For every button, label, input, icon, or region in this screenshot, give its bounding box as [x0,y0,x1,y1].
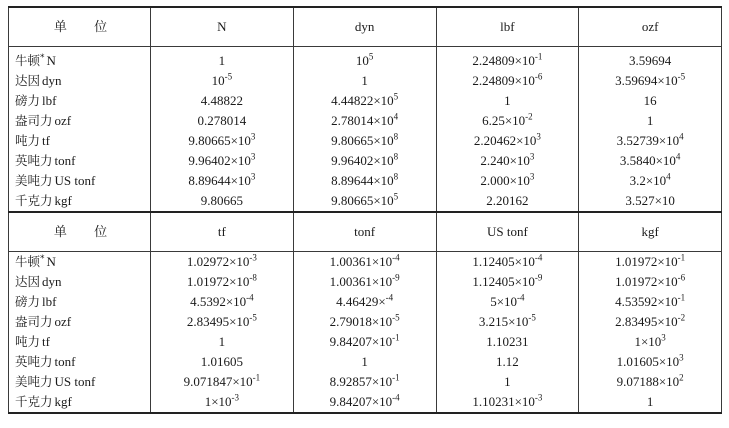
exponent: -1 [677,252,686,263]
exponent: -5 [249,312,257,323]
exponent: -4 [246,292,254,303]
exponent: 8 [393,151,399,162]
unit-name-chinese: 牛顿* [15,253,45,269]
table-cell: $1.00361\times 10^{-9}$ [293,272,436,292]
table-cell: $4.53592\times 10^{-1}$ [579,292,722,312]
unit-name-chinese: 美吨力 [15,173,53,188]
exponent: -9 [534,272,543,283]
exponent: -1 [392,332,400,343]
exponent: -1 [677,292,686,303]
table-cell: $2.78014\times 10^4$ [293,111,436,131]
unit-name-chinese: 英吨力 [15,153,53,168]
exponent: -2 [525,111,533,122]
exponent: -4 [392,252,400,263]
table-cell: $9.80665\times 10^5$ [293,191,436,212]
table-cell: $4.5392\times 10^{-4}$ [151,292,294,312]
unit-symbol: ozf [54,314,72,329]
unit-name-chinese: 达因 [15,274,41,289]
exponent: 3 [536,131,541,142]
table-cell: 4.46429×$^{-4}$ [293,292,436,312]
table-row [9,47,722,72]
exponent: -3 [231,392,240,403]
table-cell: 1.12 [436,352,579,372]
footnote-mark: * [40,52,45,63]
unit-symbol: tf [42,133,50,148]
row-unit-name [9,312,151,332]
unit-name-chinese: 千克力 [15,394,53,409]
table-row [9,71,722,91]
table-row [9,151,722,171]
row-unit-name [9,151,151,171]
table-row [9,352,722,372]
exponent: 5 [393,191,399,202]
exponent: 4 [675,151,681,162]
table-cell: $10^5$ [293,47,436,72]
table-cell: $1.12405\times 10^{-9}$ [436,272,579,292]
exponent: 8 [393,131,399,142]
exponent: 3 [250,131,256,142]
row-unit-name [9,111,151,131]
unit-name-chinese: 盎司力 [15,314,53,329]
exponent: 3 [250,151,256,162]
footnote-mark: * [40,253,45,264]
table-cell: 3.59694 [579,47,722,72]
table-cell: $2.000\times 10^3$ [436,171,579,191]
exponent: 4 [666,171,671,182]
row-unit-name [9,292,151,312]
unit-column-header: 单 位 [9,7,151,47]
unit-name-chinese: 磅力 [15,294,41,309]
table-cell: $9.80665\times 10^3$ [151,131,294,151]
table-cell: 9.80665 [151,191,294,212]
unit-name-chinese: 吨力 [15,334,41,349]
unit-name-chinese: 达因 [15,73,41,88]
column-header: tf [151,212,294,252]
table-cell: $6.25\times 10^{-2}$ [436,111,579,131]
row-unit-name [9,191,151,212]
table-cell: $9.84207\times 10^{-4}$ [293,392,436,413]
exponent: -1 [534,51,543,62]
table-row [9,272,722,292]
exponent: 4 [679,131,684,142]
unit-symbol: US tonf [54,173,96,188]
exponent: -4 [385,292,394,303]
table-cell: $2.79018\times 10^{-5}$ [293,312,436,332]
unit-name-chinese: 英吨力 [15,354,53,369]
unit-symbol: tonf [54,354,76,369]
unit-symbol: lbf [42,93,57,108]
unit-symbol: dyn [42,274,62,289]
exponent: -4 [517,292,525,303]
table-cell: 1.10231 [436,332,579,352]
table-cell: $9.071847\times 10^{-1}$ [151,372,294,392]
table-cell: $8.89644\times 10^3$ [151,171,294,191]
table-cell: $2.83495\times 10^{-2}$ [579,312,722,332]
unit-name-chinese: 盎司力 [15,113,53,128]
table-cell: $10^{-5}$ [151,71,294,91]
table-cell: $1.01972\times 10^{-1}$ [579,252,722,273]
table-cell: 1.01605 [151,352,294,372]
table-row [9,131,722,151]
table-cell: 1 [579,111,722,131]
table-cell: $9.80665\times 10^8$ [293,131,436,151]
table-cell: $9.96402\times 10^3$ [151,151,294,171]
unit-name-chinese: 磅力 [15,93,41,108]
row-unit-name [9,332,151,352]
table-cell: $3.2\times 10^4$ [579,171,722,191]
exponent: -6 [534,71,543,82]
row-unit-name [9,47,151,72]
table-row [9,111,722,131]
table-cell: $1.00361\times 10^{-4}$ [293,252,436,273]
exponent: -4 [392,392,400,403]
exponent: -9 [392,272,400,283]
header-row [9,7,722,47]
column-header: tonf [293,212,436,252]
unit-name-chinese: 美吨力 [15,374,53,389]
table-cell: $1.12405\times 10^{-4}$ [436,252,579,273]
unit-name-chinese: 牛顿* [15,52,45,68]
table-cell: $3.215\times 10^{-5}$ [436,312,579,332]
table-cell: 4.48822 [151,91,294,111]
table-cell: $5\times 10^{-4}$ [436,292,579,312]
row-unit-name [9,272,151,292]
table-cell: $4.44822\times 10^5$ [293,91,436,111]
unit-symbol: ozf [54,113,72,128]
exponent: 5 [393,91,399,102]
table-cell: $1\times 10^3$ [579,332,722,352]
table-cell: $1.10231\times 10^{-3}$ [436,392,579,413]
exponent: 8 [393,171,399,182]
unit-symbol: N [46,254,56,269]
exponent: 3 [250,171,256,182]
table-section-2 [9,212,722,413]
table-cell: $1.02972\times 10^{-3}$ [151,252,294,273]
unit-symbol: kgf [54,394,72,409]
table-cell: $9.96402\times 10^8$ [293,151,436,171]
unit-symbol: N [46,53,56,68]
table-cell: $8.89644\times 10^8$ [293,171,436,191]
table-cell: $1.01605\times 10^3$ [579,352,722,372]
exponent: -1 [392,372,400,383]
table-row [9,392,722,413]
table-cell: $3.59694\times 10^{-5}$ [579,71,722,91]
row-unit-name [9,352,151,372]
table-cell: $3.5840\times 10^4$ [579,151,722,171]
row-unit-name [9,71,151,91]
row-unit-name [9,131,151,151]
header-row [9,212,722,252]
exponent: 3 [679,352,684,363]
table-cell: $9.84207\times 10^{-1}$ [293,332,436,352]
exponent: 3 [529,151,535,162]
exponent: -3 [249,252,257,263]
unit-symbol: tf [42,334,50,349]
table-cell: $1\times 10^{-3}$ [151,392,294,413]
table-row [9,191,722,212]
table-row [9,91,722,111]
exponent: -8 [249,272,257,283]
table-row [9,292,722,312]
table-cell: 1 [436,372,579,392]
column-header: US tonf [436,212,579,252]
unit-name-chinese: 千克力 [15,193,53,208]
exponent: -6 [677,272,686,283]
table-cell: 1 [293,71,436,91]
exponent: 3 [529,171,535,182]
unit-conversion-table [8,6,722,414]
row-unit-name [9,392,151,413]
table-cell: $2.20462\times 10^3$ [436,131,579,151]
column-header: ozf [579,7,722,47]
unit-symbol: US tonf [54,374,96,389]
table-cell: 1 [436,91,579,111]
table-cell: 1 [151,332,294,352]
row-unit-name [9,252,151,273]
table-row [9,332,722,352]
table-cell: 0.278014 [151,111,294,131]
table-row [9,171,722,191]
column-header: kgf [579,212,722,252]
table-cell: $2.83495\times 10^{-5}$ [151,312,294,332]
exponent: -5 [392,312,400,323]
exponent: 4 [393,111,399,122]
column-header: dyn [293,7,436,47]
table-cell: 16 [579,91,722,111]
table-row [9,252,722,273]
exponent: -5 [224,71,233,82]
row-unit-name [9,171,151,191]
row-unit-name [9,372,151,392]
table-cell: $3.52739\times 10^4$ [579,131,722,151]
table-cell: $2.24809\times 10^{-6}$ [436,71,579,91]
exponent: -5 [528,312,536,323]
column-header: N [151,7,294,47]
exponent: 5 [368,51,374,62]
exponent: -5 [677,71,686,82]
table-row [9,372,722,392]
table-cell: $1.01972\times 10^{-6}$ [579,272,722,292]
exponent: -2 [677,312,686,323]
column-header: lbf [436,7,579,47]
table-cell: 2.20162 [436,191,579,212]
unit-symbol: dyn [42,73,62,88]
table-cell: 1 [579,392,722,413]
table-cell: 1 [151,47,294,72]
unit-symbol: tonf [54,153,76,168]
exponent: -4 [534,252,543,263]
table-cell: $1.01972\times 10^{-8}$ [151,272,294,292]
unit-symbol: lbf [42,294,57,309]
row-unit-name [9,91,151,111]
table-cell: 1 [293,352,436,372]
table-cell: 3.527×10 [579,191,722,212]
table-row [9,312,722,332]
unit-name-chinese: 吨力 [15,133,41,148]
unit-column-header: 单 位 [9,212,151,252]
unit-symbol: kgf [54,193,72,208]
exponent: 2 [679,372,684,383]
exponent: -1 [252,372,261,383]
exponent: 3 [661,332,666,343]
exponent: -3 [534,392,543,403]
table-cell: $2.24809\times 10^{-1}$ [436,47,579,72]
table-cell: $2.240\times 10^3$ [436,151,579,171]
table-cell: $9.07188\times 10^2$ [579,372,722,392]
table-section-1 [9,7,722,212]
table-cell: $8.92857\times 10^{-1}$ [293,372,436,392]
